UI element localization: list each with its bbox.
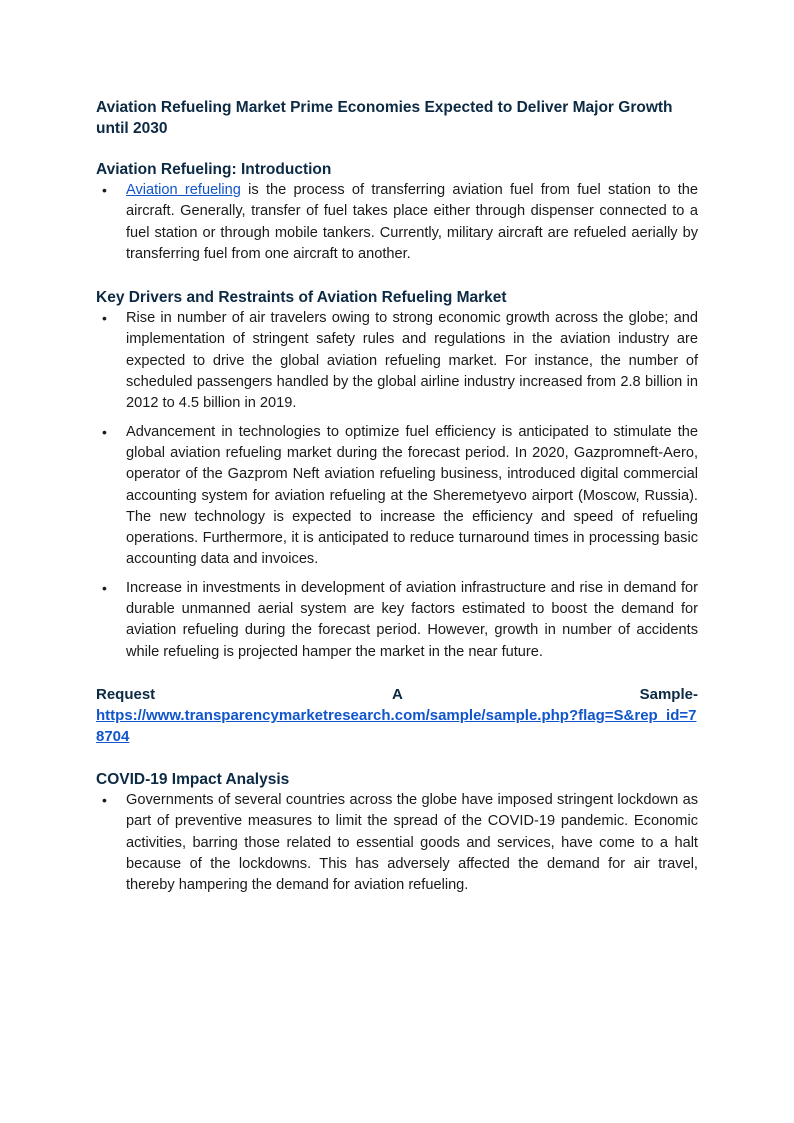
covid-text: Governments of several countries across the globe have imposed stringent lockdown as part of preventive measures to limit the spread of the COVID-19 pandemic. Economic activities, barring those related to essential goods and services, have come to a halt because of the lockdowns. This has adversely affected the demand for air travel, thereby hampering the demand for aviation refueling. <box>126 791 698 894</box>
intro-heading: Aviation Refueling: Introduction <box>96 161 332 178</box>
driver-text-3: Increase in investments in development of aviation infrastructure and rise in demand for durable unmanned aerial system are key factors estimated to boost the demand for aviation refueling during the forecast period. However, growth in number of accidents while refueling is projected hamper the market in the near future. <box>126 579 698 660</box>
bullet-icon: • <box>102 579 107 596</box>
sample-url-link[interactable]: https://www.transparencymarketresearch.com/sample/sample.php?flag=S&rep_id=78704 <box>96 706 697 745</box>
list-item <box>96 790 698 896</box>
covid-heading: COVID-19 Impact Analysis <box>96 770 290 788</box>
driver-text-2: Advancement in technologies to optimize fuel efficiency is anticipated to stimulate the global aviation refueling market during the forecast period. In 2020, Gazpromneft-Aero, operator of the Gazprom Neft aviation refueling business, introduced digital commercial accounting system for aviation refueling at the Sheremetyevo airport (Moscow, Russia). The new technology is expected to increase the efficiency and speed of refueling operations. Furthermore, it is anticipated to reduce turnaround times in processing basic accounting data and invoices. <box>126 423 698 568</box>
drivers-list <box>96 308 698 663</box>
document-title: Aviation Refueling Market Prime Economies Expected to Deliver Major Growth until 2030 <box>96 99 673 137</box>
bullet-icon: • <box>102 791 107 808</box>
request-word: Request <box>96 685 156 703</box>
intro-text: is the process of transferring aviation fuel from fuel station to the aircraft. Generally, transfer of fuel takes place either through dispenser connected to a fuel station or through mobile tankers. Currently, military aircraft are refueled aerially by transferring fuel from one aircraft to another. <box>126 182 698 262</box>
request-label-line <box>96 684 698 705</box>
drivers-heading: Key Drivers and Restraints of Aviation Refueling Market <box>96 289 507 307</box>
list-item <box>96 578 698 663</box>
list-item <box>96 180 698 265</box>
list-item <box>96 308 698 414</box>
request-sample <box>96 684 698 747</box>
bullet-icon: • <box>102 182 107 198</box>
bullet-icon: • <box>102 310 107 327</box>
driver-text-1: Rise in number of air travelers owing to strong economic growth across the globe; and implementation of stringent safety rules and regulations in the aviation industry are expected to drive the global aviation refueling market. For instance, the number of scheduled passengers handled by the global airline industry increased from 2.8 billion in 2012 to 4.5 billion in 2019. <box>126 310 698 412</box>
request-word: Sample- <box>639 685 698 703</box>
covid-list <box>96 790 698 896</box>
intro-list <box>96 180 698 265</box>
bullet-icon: • <box>102 423 107 440</box>
request-word: A <box>391 685 403 703</box>
aviation-refueling-link[interactable]: Aviation refueling <box>126 182 241 198</box>
list-item <box>96 422 698 571</box>
